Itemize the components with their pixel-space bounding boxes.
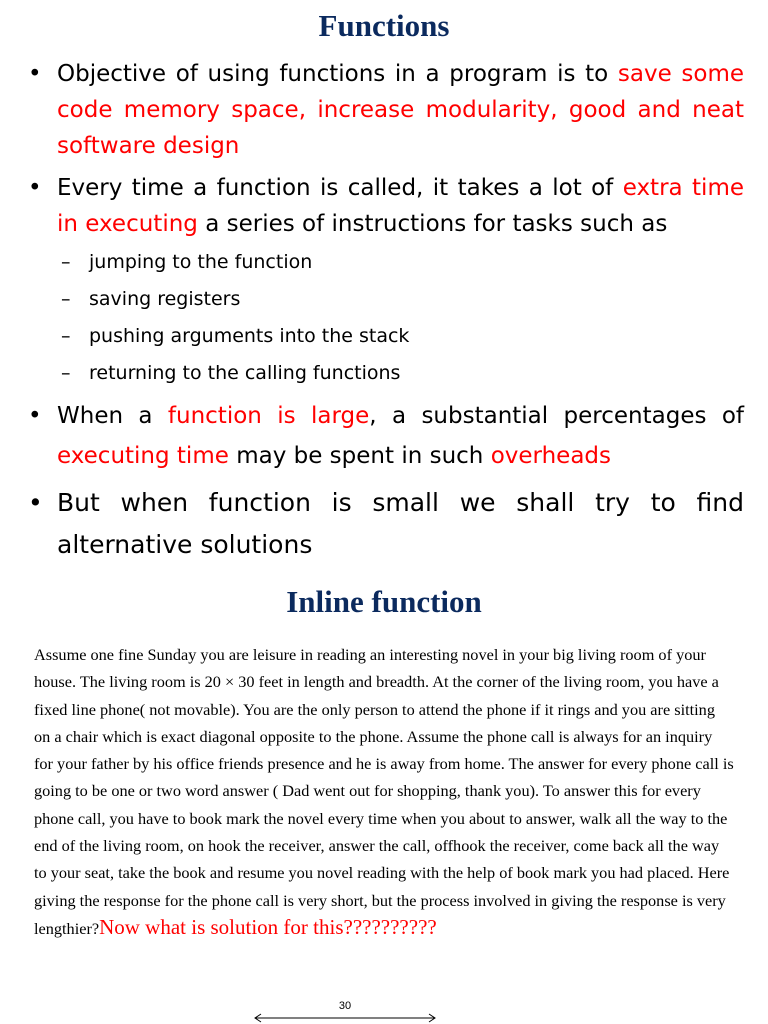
sub-bullet: – saving registers: [28, 281, 744, 318]
highlight-text: executing time: [57, 443, 229, 469]
highlight-text: function is large: [167, 403, 370, 429]
bullet-list: [28, 56, 744, 566]
paragraph-text: Assume one fine Sunday you are leisure in reading an interesting novel in your big living room of your house. The living room is 20 × 30 feet in length and breadth. At the corner of the living room, you have a fixed line phone( not movable). You are the only person to attend the phone if it rings and you are sitting on a chair which is exact diagonal opposite to the phone. Assume the phone call is always for an inquiry for your father by his office friends presence and he is away from home. The answer for every phone call is going to be one or two word answer ( Dad went out for shopping, thank you). To answer this for every phone call, you have to book mark the novel every time when you about to answer, walk all the way to the end of the living room, on hook the receiver, answer the call, offhook the receiver, come back all the way to your seat, take the book and resume you novel reading with the help of book mark you had placed. Here giving the response for the phone call is very short, but the process involved in giving the response is very lengthier?: [34, 645, 734, 938]
bullet-function-large: [28, 396, 744, 476]
bullet-text: Every time a function is called, it takes a lot of: [57, 175, 623, 201]
bullet-text: When a: [57, 403, 168, 429]
page-footer: [252, 1000, 438, 1024]
bullet-function-call: [28, 170, 744, 242]
bullet-function-small: • But when function is small we shall try to find alternative solutions: [28, 482, 744, 566]
bullet-text: a series of instructions for tasks such as: [197, 211, 668, 237]
sub-bullet: – returning to the calling functions: [28, 355, 744, 392]
bullet-text: , a substantial percentages of: [369, 403, 745, 429]
page-number: 30: [338, 1000, 352, 1012]
story-paragraph: [34, 641, 734, 942]
highlight-text: save some code memory space, increase modularity, good and neat software design: [57, 61, 744, 159]
highlight-text: overheads: [490, 443, 611, 469]
sub-bullet-list: [28, 244, 744, 392]
bullet-objective: [28, 56, 744, 164]
section-title: Inline function: [286, 584, 482, 619]
sub-bullet: – pushing arguments into the stack: [28, 318, 744, 355]
bullet-text: may be spent in such: [228, 443, 491, 469]
highlight-text: extra time in executing: [57, 175, 744, 237]
bullet-text: Objective of using functions in a program is to: [57, 61, 618, 87]
question-text: Now what is solution for this??????????: [99, 914, 437, 939]
sub-bullet: – jumping to the function: [28, 244, 744, 281]
page-title: Functions: [318, 8, 450, 43]
